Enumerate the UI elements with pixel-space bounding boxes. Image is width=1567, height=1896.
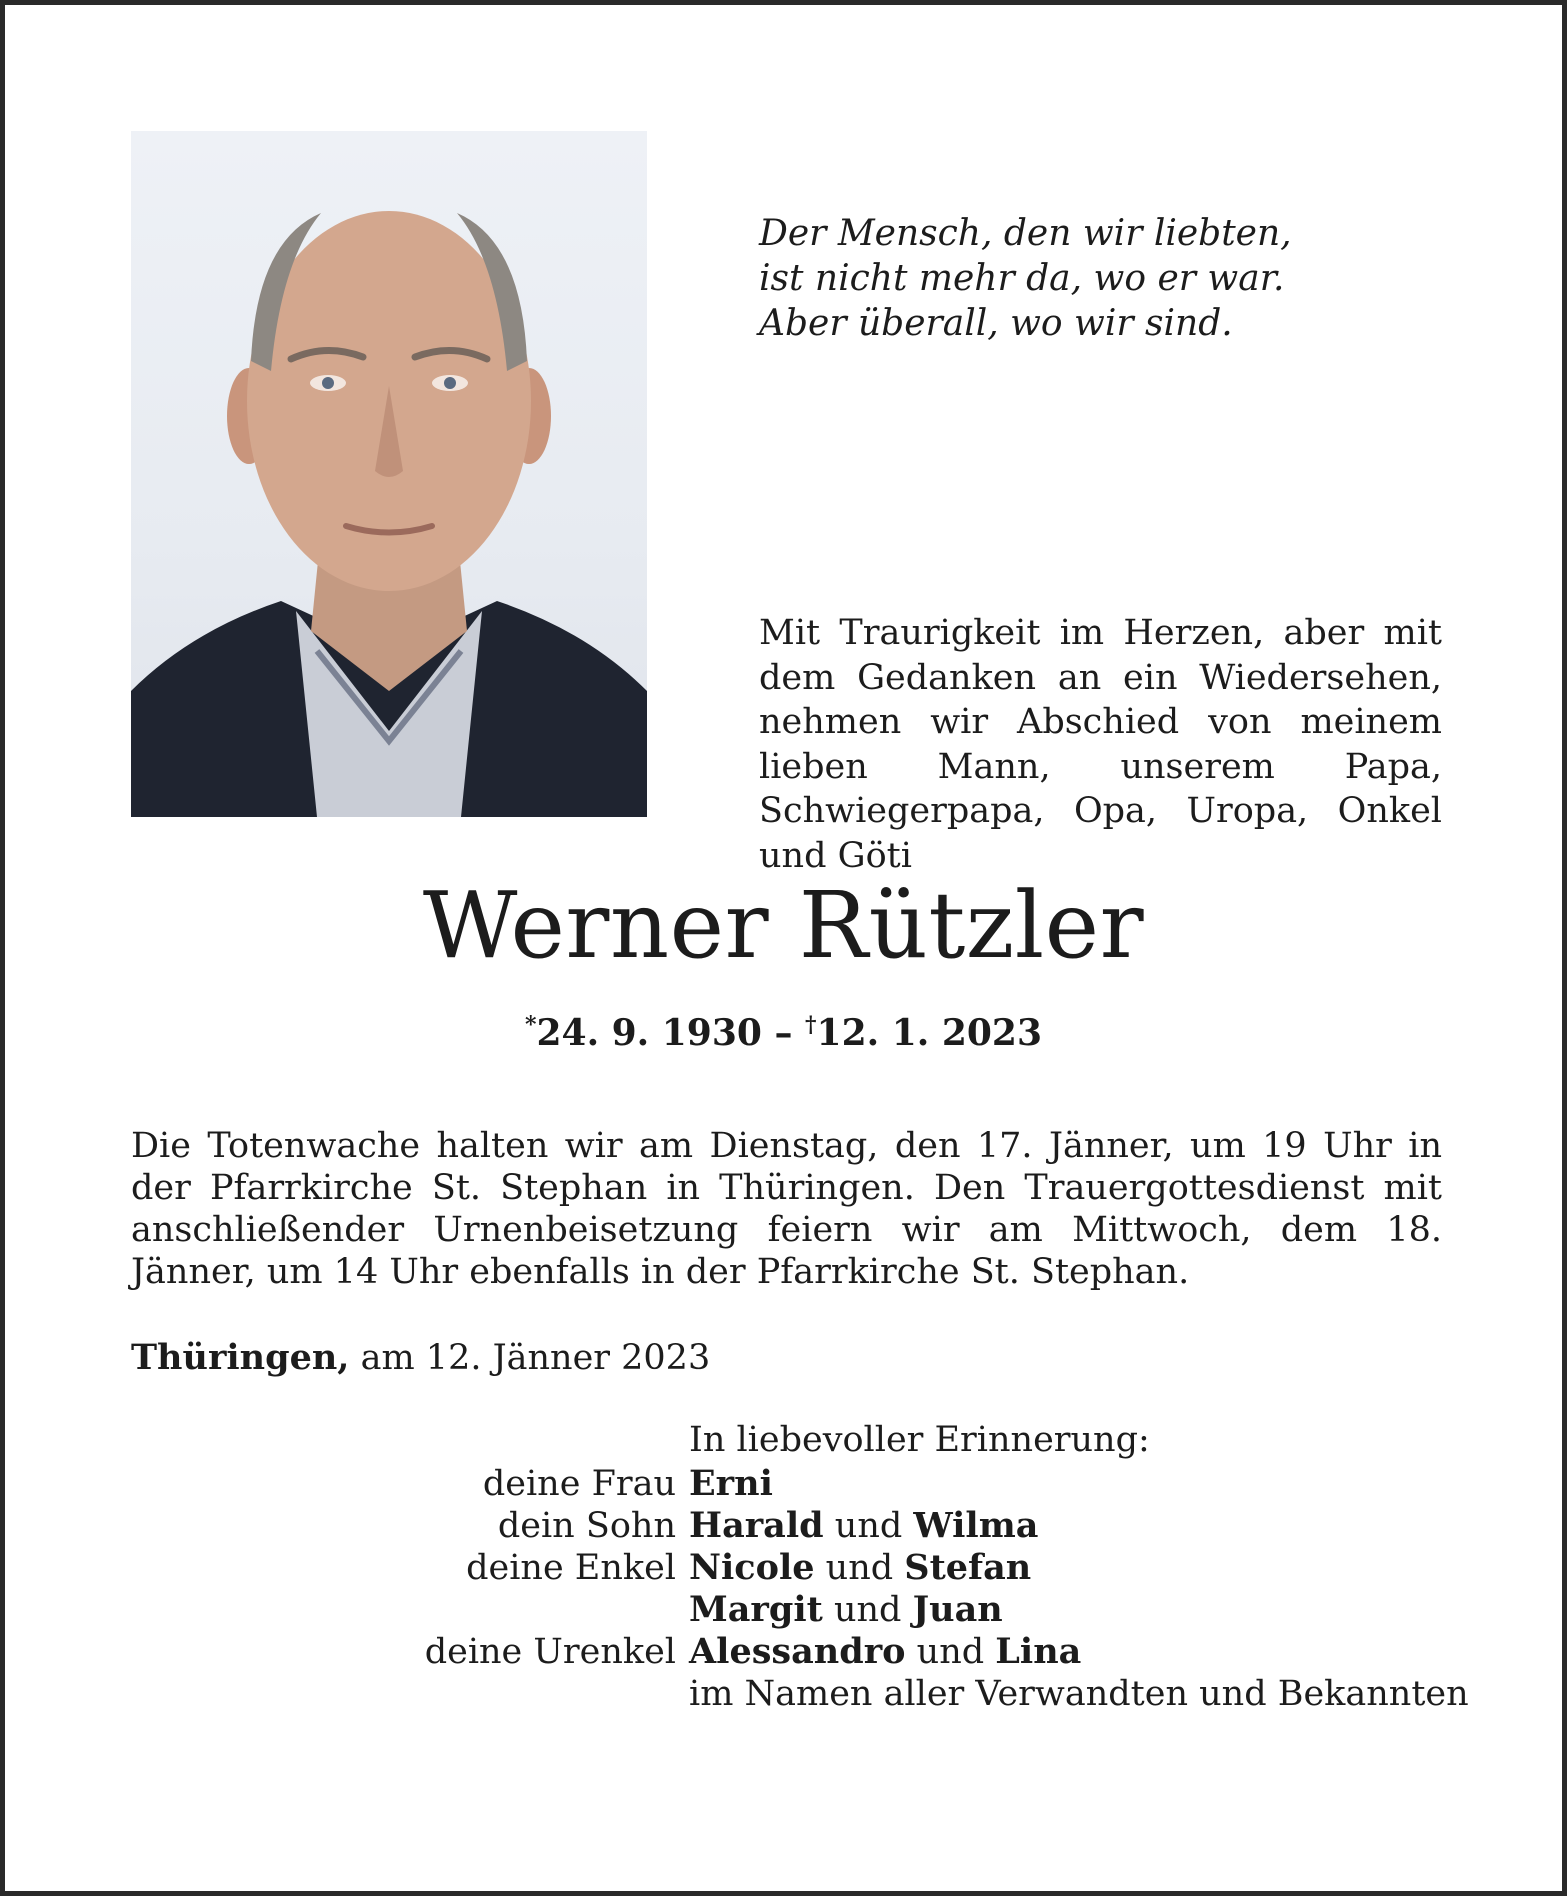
family-row-closing <box>5 1673 1562 1715</box>
family-list <box>5 1463 1562 1715</box>
place-date-line <box>131 1337 710 1379</box>
grandchild-name: Nicole <box>689 1547 815 1588</box>
family-names <box>689 1547 1031 1589</box>
son-partner-name: Wilma <box>913 1505 1039 1546</box>
conjunction: und <box>825 1548 894 1588</box>
death-symbol: † <box>805 1012 817 1038</box>
life-dates <box>5 1003 1562 1055</box>
portrait-photo <box>131 131 647 817</box>
memorial-quote: Der Mensch, den wir liebten, ist nicht mehr da, wo er war. Aber überall, wo wir sind. <box>759 213 1292 344</box>
birth-symbol: * <box>524 1012 537 1038</box>
birth-date: 24. 9. 1930 <box>536 1012 762 1054</box>
grandchild-name: Margit <box>689 1589 823 1630</box>
relation-label: deine Frau <box>482 1464 676 1504</box>
intro-text: Mit Traurigkeit im Herzen, aber mit dem Gedanken an ein Wiedersehen, nehmen wir Abschied von meinem lieben Mann, unserem Papa, Schwiegerpapa, Opa, Uropa, Onkel und Göti <box>759 613 1442 876</box>
relation-label: dein Sohn <box>497 1506 676 1546</box>
family-row-great-grandchildren <box>5 1631 1562 1673</box>
obituary-page <box>5 5 1562 1891</box>
great-grandchild-name: Alessandro <box>689 1631 906 1672</box>
grandchild-partner-name: Stefan <box>904 1547 1032 1588</box>
deceased-name: Werner Rützler <box>422 872 1145 979</box>
family-names <box>689 1505 1038 1547</box>
wife-name: Erni <box>689 1463 773 1504</box>
portrait-illustration <box>131 131 647 817</box>
announcement-date: am 12. Jänner 2023 <box>349 1338 711 1378</box>
family-row-grandchildren-2 <box>5 1589 1562 1631</box>
conjunction: und <box>834 1506 903 1546</box>
place-name: Thüringen, <box>131 1337 350 1378</box>
family-row-wife <box>5 1463 1562 1505</box>
family-row-grandchildren <box>5 1547 1562 1589</box>
family-names <box>689 1463 773 1505</box>
date-separator: – <box>761 1012 806 1054</box>
family-names <box>689 1631 1081 1673</box>
relation-label: deine Urenkel <box>424 1632 676 1672</box>
family-row-son <box>5 1505 1562 1547</box>
relation-label: deine Enkel <box>466 1548 676 1588</box>
service-details: Die Totenwache halten wir am Dienstag, den 17. Jänner, um 19 Uhr in der Pfarrkirche St. Stephan in Thüringen. Den Trauergottesdienst mit anschließender Urnenbeisetzung feiern wir am Mittwoch, dem 18. Jänner, um 14 Uhr ebenfalls in der Pfarrkirche St. Stephan. <box>131 1126 1442 1292</box>
closing-line: im Namen aller Verwandten und Bekannten <box>689 1674 1469 1714</box>
grandchild-partner-name: Juan <box>912 1589 1003 1630</box>
conjunction: und <box>916 1632 985 1672</box>
son-name: Harald <box>689 1505 824 1546</box>
memory-label: In liebevoller Erinnerung: <box>689 1420 1150 1460</box>
great-grandchild-name: Lina <box>995 1631 1082 1672</box>
family-names <box>689 1589 1003 1631</box>
death-date: 12. 1. 2023 <box>816 1012 1043 1054</box>
conjunction: und <box>833 1590 902 1630</box>
